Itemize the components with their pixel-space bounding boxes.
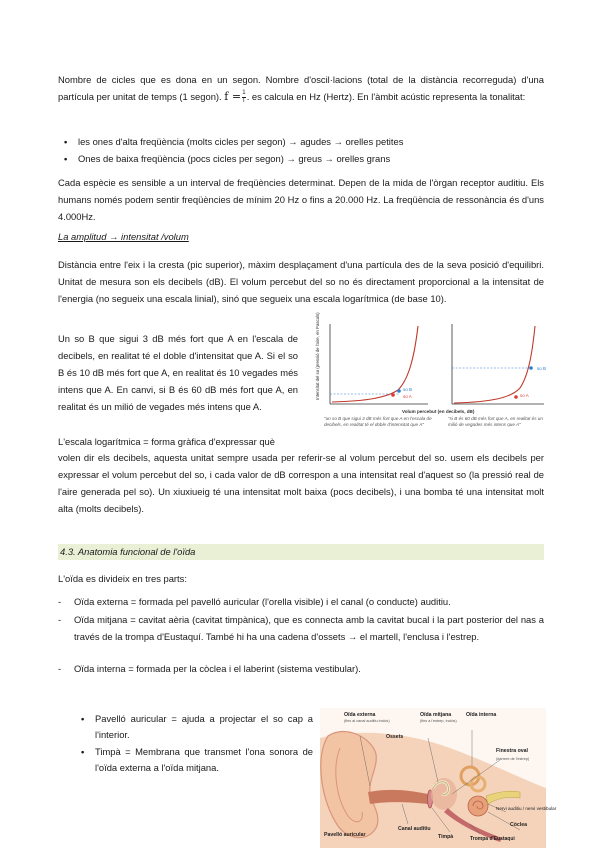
label-finestra-oval-sub: (darrere de l'estrep) — [496, 757, 530, 761]
label-canal: Canal auditiu — [398, 826, 431, 832]
ear-anatomy-figure — [320, 708, 557, 848]
ear-part-external-text: Oïda externa = formada pel pavelló auricular (l'orella visible) i el canal (o conducte) auditiu. — [74, 596, 451, 607]
label-nervi: Nervi auditiu / nervi vestibular — [496, 806, 557, 811]
label-ossets: Ossets — [386, 734, 404, 740]
label-timpa: Timpà — [438, 834, 454, 840]
formula-numerator: 1 — [242, 90, 246, 97]
left-label-b: so B — [403, 387, 413, 392]
hearing-range-paragraph: Cada espècie es sensible a un interval de freqüències determinat. Depen de la mida de l'òrgan receptor auditiu. Els humans només podem sentir freqüències de mínim 20 Hz o fins a 20.000 Hz. La freqüència de ressonància és d'uns 4.000Hz. — [58, 177, 544, 222]
log-scale-paragraph: volen dir els decibels, aquesta unitat sempre usada per referir-se al volum percebut del so. usem els decibels per expressar el volum percebut del so, i cada valor de dB correspon a una intensitat real d'aquest so (la pressió real de l'aire generada pel so). Un xiuxiueig té una intensitat molt baixa (pocs decibels), i una bomba té una intensitat molt alta (molts decibels). — [58, 452, 544, 514]
left-point-a — [391, 393, 395, 397]
frequency-text-a: Nombre de cicles que es dona en un segon. Nombre d'oscil·lacions (total de la distància recorreguda) d'una partícula per unitat de temps (1 segon). — [58, 74, 544, 102]
label-oida-mitjana: Oïda mitjana — [420, 712, 452, 718]
x-axis-label: Volum percebut (en decibels, dB) — [402, 409, 475, 414]
formula-denominator: T — [242, 98, 246, 105]
caption-left: "un so B que sigui 3 dB més fort que A en l'escala de decibels, en realitat té el doble d'intensitat que A" — [324, 416, 432, 427]
bullet-high-frequency: • les ones d'alta freqüència (molts cicles per segon) → agudes → orelles petites — [78, 134, 538, 149]
caption-right: "si B és 60 dB més fort que A, en realitat és un milió de vegades més intens que A" — [448, 416, 543, 427]
ear-division-intro: L'oïda es divideix en tres parts: — [58, 573, 187, 584]
bullet-pavello: • Pavelló auricular = ajuda a projectar el so cap a l'interior. — [95, 711, 313, 743]
bullet-low-frequency: • Ones de baixa freqüència (pocs cicles per segon) → greus → orelles grans — [78, 151, 538, 166]
label-oida-interna: Oïda interna — [466, 712, 497, 718]
section-heading-anatomy: 4.3. Anatomia funcional de l'oïda — [58, 544, 544, 560]
right-point-b — [529, 366, 533, 370]
ear-part-internal-text: Oïda interna = formada per la còclea i el laberint (sistema vestibular). — [74, 663, 361, 674]
ear-part-middle: - Oïda mitjana = cavitat aèria (cavitat timpànica), que es connecta amb la cavitat bucal i la part posterior del nas a través de la trompa d'Eustaquí. També hi ha una cadena d'ossets → el martell, l'enclusa i l'estrep. — [58, 614, 544, 642]
ear-anatomy-svg — [320, 708, 557, 848]
formula-lhs: f = — [224, 90, 242, 103]
log-scale-line1: L'escala logarítmica = forma gràfica d'expressar què — [58, 436, 275, 447]
right-label-b: so B — [537, 366, 547, 371]
label-coclea: Còclea — [510, 822, 528, 828]
left-label-a: so A — [403, 394, 412, 399]
ear-part-internal: - Oïda interna = formada per la còclea i el laberint (sistema vestibular). — [58, 663, 361, 674]
right-label-a: so A — [520, 393, 529, 398]
label-oida-externa: Oïda externa — [344, 712, 376, 718]
formula-fraction — [242, 90, 246, 105]
decibel-charts-figure — [306, 312, 547, 440]
left-point-b — [397, 389, 401, 393]
frequency-definition — [58, 71, 544, 105]
label-trompa: Trompa d'Eustaqui — [470, 836, 515, 842]
frequency-text-b: . es calcula en Hz (Hertz). En l'àmbit acústic representa la tonalitat: — [246, 91, 526, 102]
label-finestra-oval: Finestra oval — [496, 748, 529, 754]
bullet-timpa: • Timpà = Membrana que transmet l'ona sonora de l'oïda externa a l'oïda mitjana. — [95, 744, 313, 776]
amplitude-paragraph: Distància entre l'eix i la cresta (pic superior), màxim desplaçament d'una partícula des de la seva posició d'equilibri. Unitat de mesura son els decibels (dB). El volum percebut del so no és directament proporcional a la intensitat de l'energia (no segueix una escala linial), sinó que segueix una escala logarítmica (de base 10). — [58, 259, 544, 304]
label-pavello: Pavelló auricular — [324, 832, 366, 838]
cochlea — [468, 796, 488, 816]
label-oida-mitjana-sub: (fins a l'estrep, inclòs) — [420, 719, 457, 723]
ear-part-external: - Oïda externa = formada pel pavelló auricular (l'orella visible) i el canal (o conducte) auditiu. — [58, 596, 451, 607]
amplitude-heading: La amplitud → intensitat /volum — [58, 231, 189, 242]
decibel-examples-paragraph: Un so B que sigui 3 dB més fort que A en l'escala de decibels, en realitat té el doble d'intensitat que A. Si el so B és 10 dB més fort que A, en realitat és 10 vegades més intens que A. En canvi, si B és 60 dB més fort que A, en realitat és un milió de vegades més intens que A. — [58, 333, 298, 412]
right-point-a — [514, 395, 518, 399]
y-axis-label: Intensitat del so (pressió de l'aire, en Pascals) — [315, 312, 320, 400]
ear-part-middle-text: Oïda mitjana = cavitat aèria (cavitat timpànica), que es connecta amb la cavitat bucal i la part posterior del nas a través de la trompa d'Eustaquí. També hi ha una cadena d'ossets → el martell, l'enclusa i l'estrep. — [74, 614, 544, 642]
label-oida-externa-sub: (fins al canal auditiu inclòs) — [344, 719, 390, 723]
